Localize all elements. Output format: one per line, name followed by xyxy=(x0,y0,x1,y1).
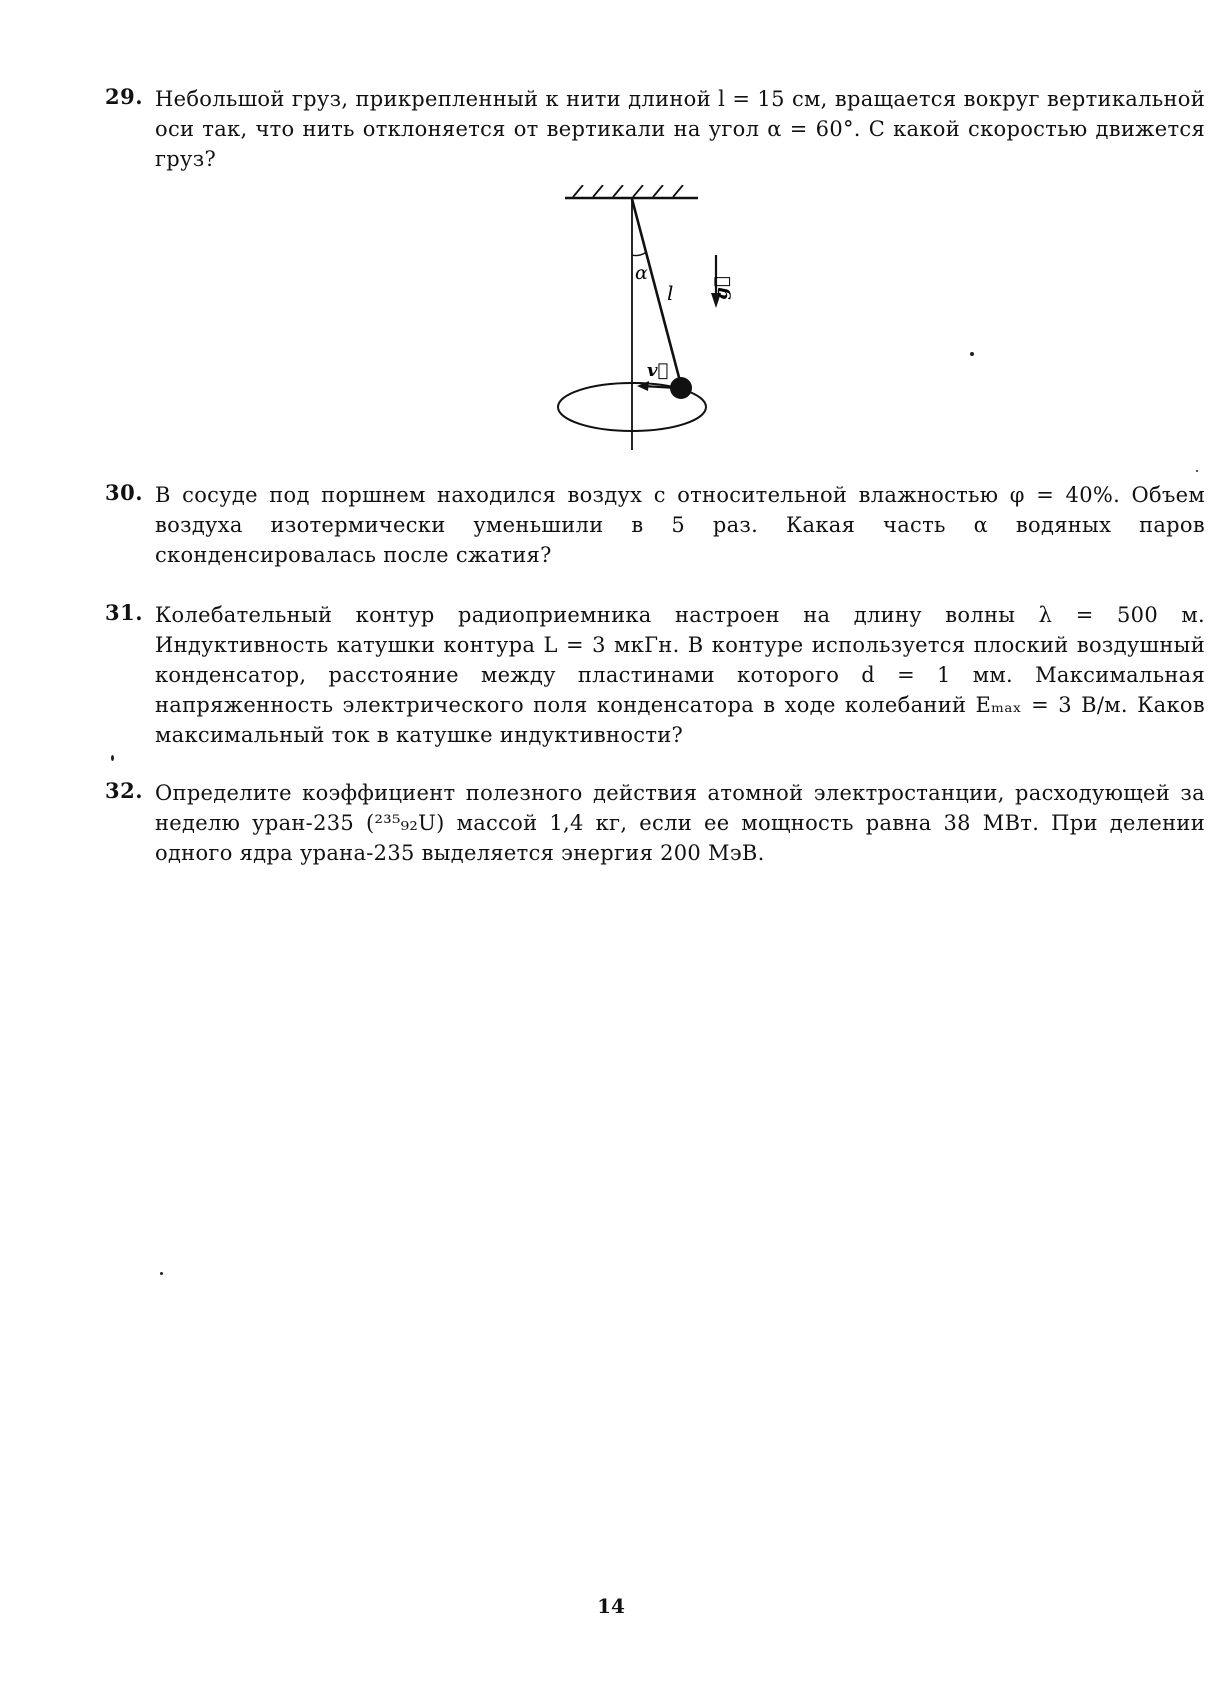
gravity-label: g⃗ xyxy=(711,276,732,300)
page-number: 14 xyxy=(597,1594,625,1618)
scan-speck xyxy=(970,352,974,356)
pendulum-diagram xyxy=(555,185,735,455)
problem-text: Небольшой груз, прикрепленный к нити длиной l = 15 см, вращается вокруг вертикальной оси так, что нить отклоняется от вертикали на угол α = 60°. С какой скоростью движется груз? xyxy=(155,87,1205,171)
problem-text: В сосуде под поршнем находился воздух с относительной влажностью φ = 40%. Объем воздуха изотермически уменьшили в 5 раз. Какая часть α водяных паров сконденсировалась после сжатия? xyxy=(155,483,1205,567)
alpha-label: α xyxy=(635,262,648,284)
conical-pendulum-figure xyxy=(555,185,735,455)
length-label: l xyxy=(667,281,674,305)
problem-number: 32. xyxy=(105,778,144,803)
velocity-label: v⃗ xyxy=(647,360,669,381)
problem-number: 30. xyxy=(105,480,144,505)
thread-line xyxy=(632,199,681,385)
ceiling-hatching xyxy=(573,185,683,197)
scan-speck xyxy=(160,1272,163,1275)
scan-speck xyxy=(1196,470,1198,472)
problem-number: 29. xyxy=(105,84,144,109)
scan-speck xyxy=(111,755,114,761)
problem-text: Определите коэффициент полезного действия атомной электростанции, расходующей за неделю уран-235 (²³⁵₉₂U) массой 1,4 кг, если ее мощность равна 38 МВт. При делении одного ядра урана-235 выделяется энергия 200 МэВ. xyxy=(155,781,1205,865)
angle-arc xyxy=(632,252,647,256)
load-ball xyxy=(670,377,692,399)
problem-number: 31. xyxy=(105,600,144,625)
problem-text: Колебательный контур радиоприемника настроен на длину волны λ = 500 м. Индуктивность катушки контура L = 3 мкГн. В контуре используется плоский воздушный конденсатор, расстояние между пластинами которого d = 1 мм. Максимальная напряженность электрического поля конденсатора в ходе колебаний Eₘₐₓ = 3 В/м. Каков максимальный ток в катушке индуктивности? xyxy=(155,603,1205,747)
